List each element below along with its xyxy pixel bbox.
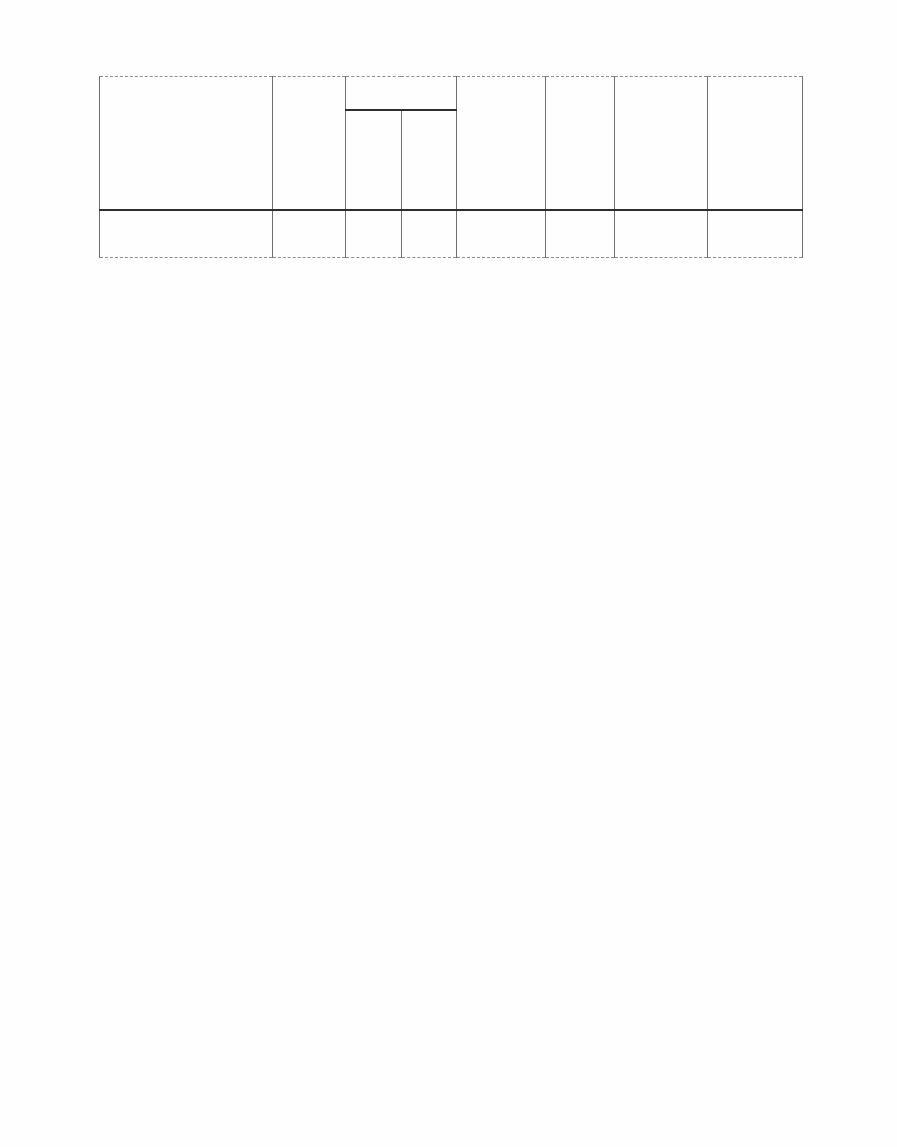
total-population bbox=[457, 210, 546, 258]
total-literate bbox=[708, 210, 803, 258]
col-header-tahsil bbox=[100, 77, 273, 211]
page-content bbox=[95, 58, 817, 284]
col-header-area bbox=[273, 77, 346, 211]
total-density bbox=[546, 210, 615, 258]
col-header-population bbox=[457, 77, 546, 211]
total-variation bbox=[615, 210, 708, 258]
table-header bbox=[100, 77, 803, 211]
district-total-row bbox=[100, 210, 803, 258]
col-header-variation bbox=[615, 77, 708, 211]
running-head bbox=[0, 14, 897, 32]
col-header-towns bbox=[346, 110, 402, 210]
table-footer bbox=[100, 210, 803, 258]
total-label bbox=[100, 210, 273, 258]
total-towns bbox=[346, 210, 402, 258]
total-area bbox=[273, 210, 346, 258]
col-header-literate bbox=[708, 77, 803, 211]
col-header-density bbox=[546, 77, 615, 211]
col-header-number-of bbox=[346, 77, 457, 111]
col-header-villages bbox=[401, 110, 457, 210]
population-statistics-table bbox=[99, 76, 803, 258]
total-villages bbox=[401, 210, 457, 258]
